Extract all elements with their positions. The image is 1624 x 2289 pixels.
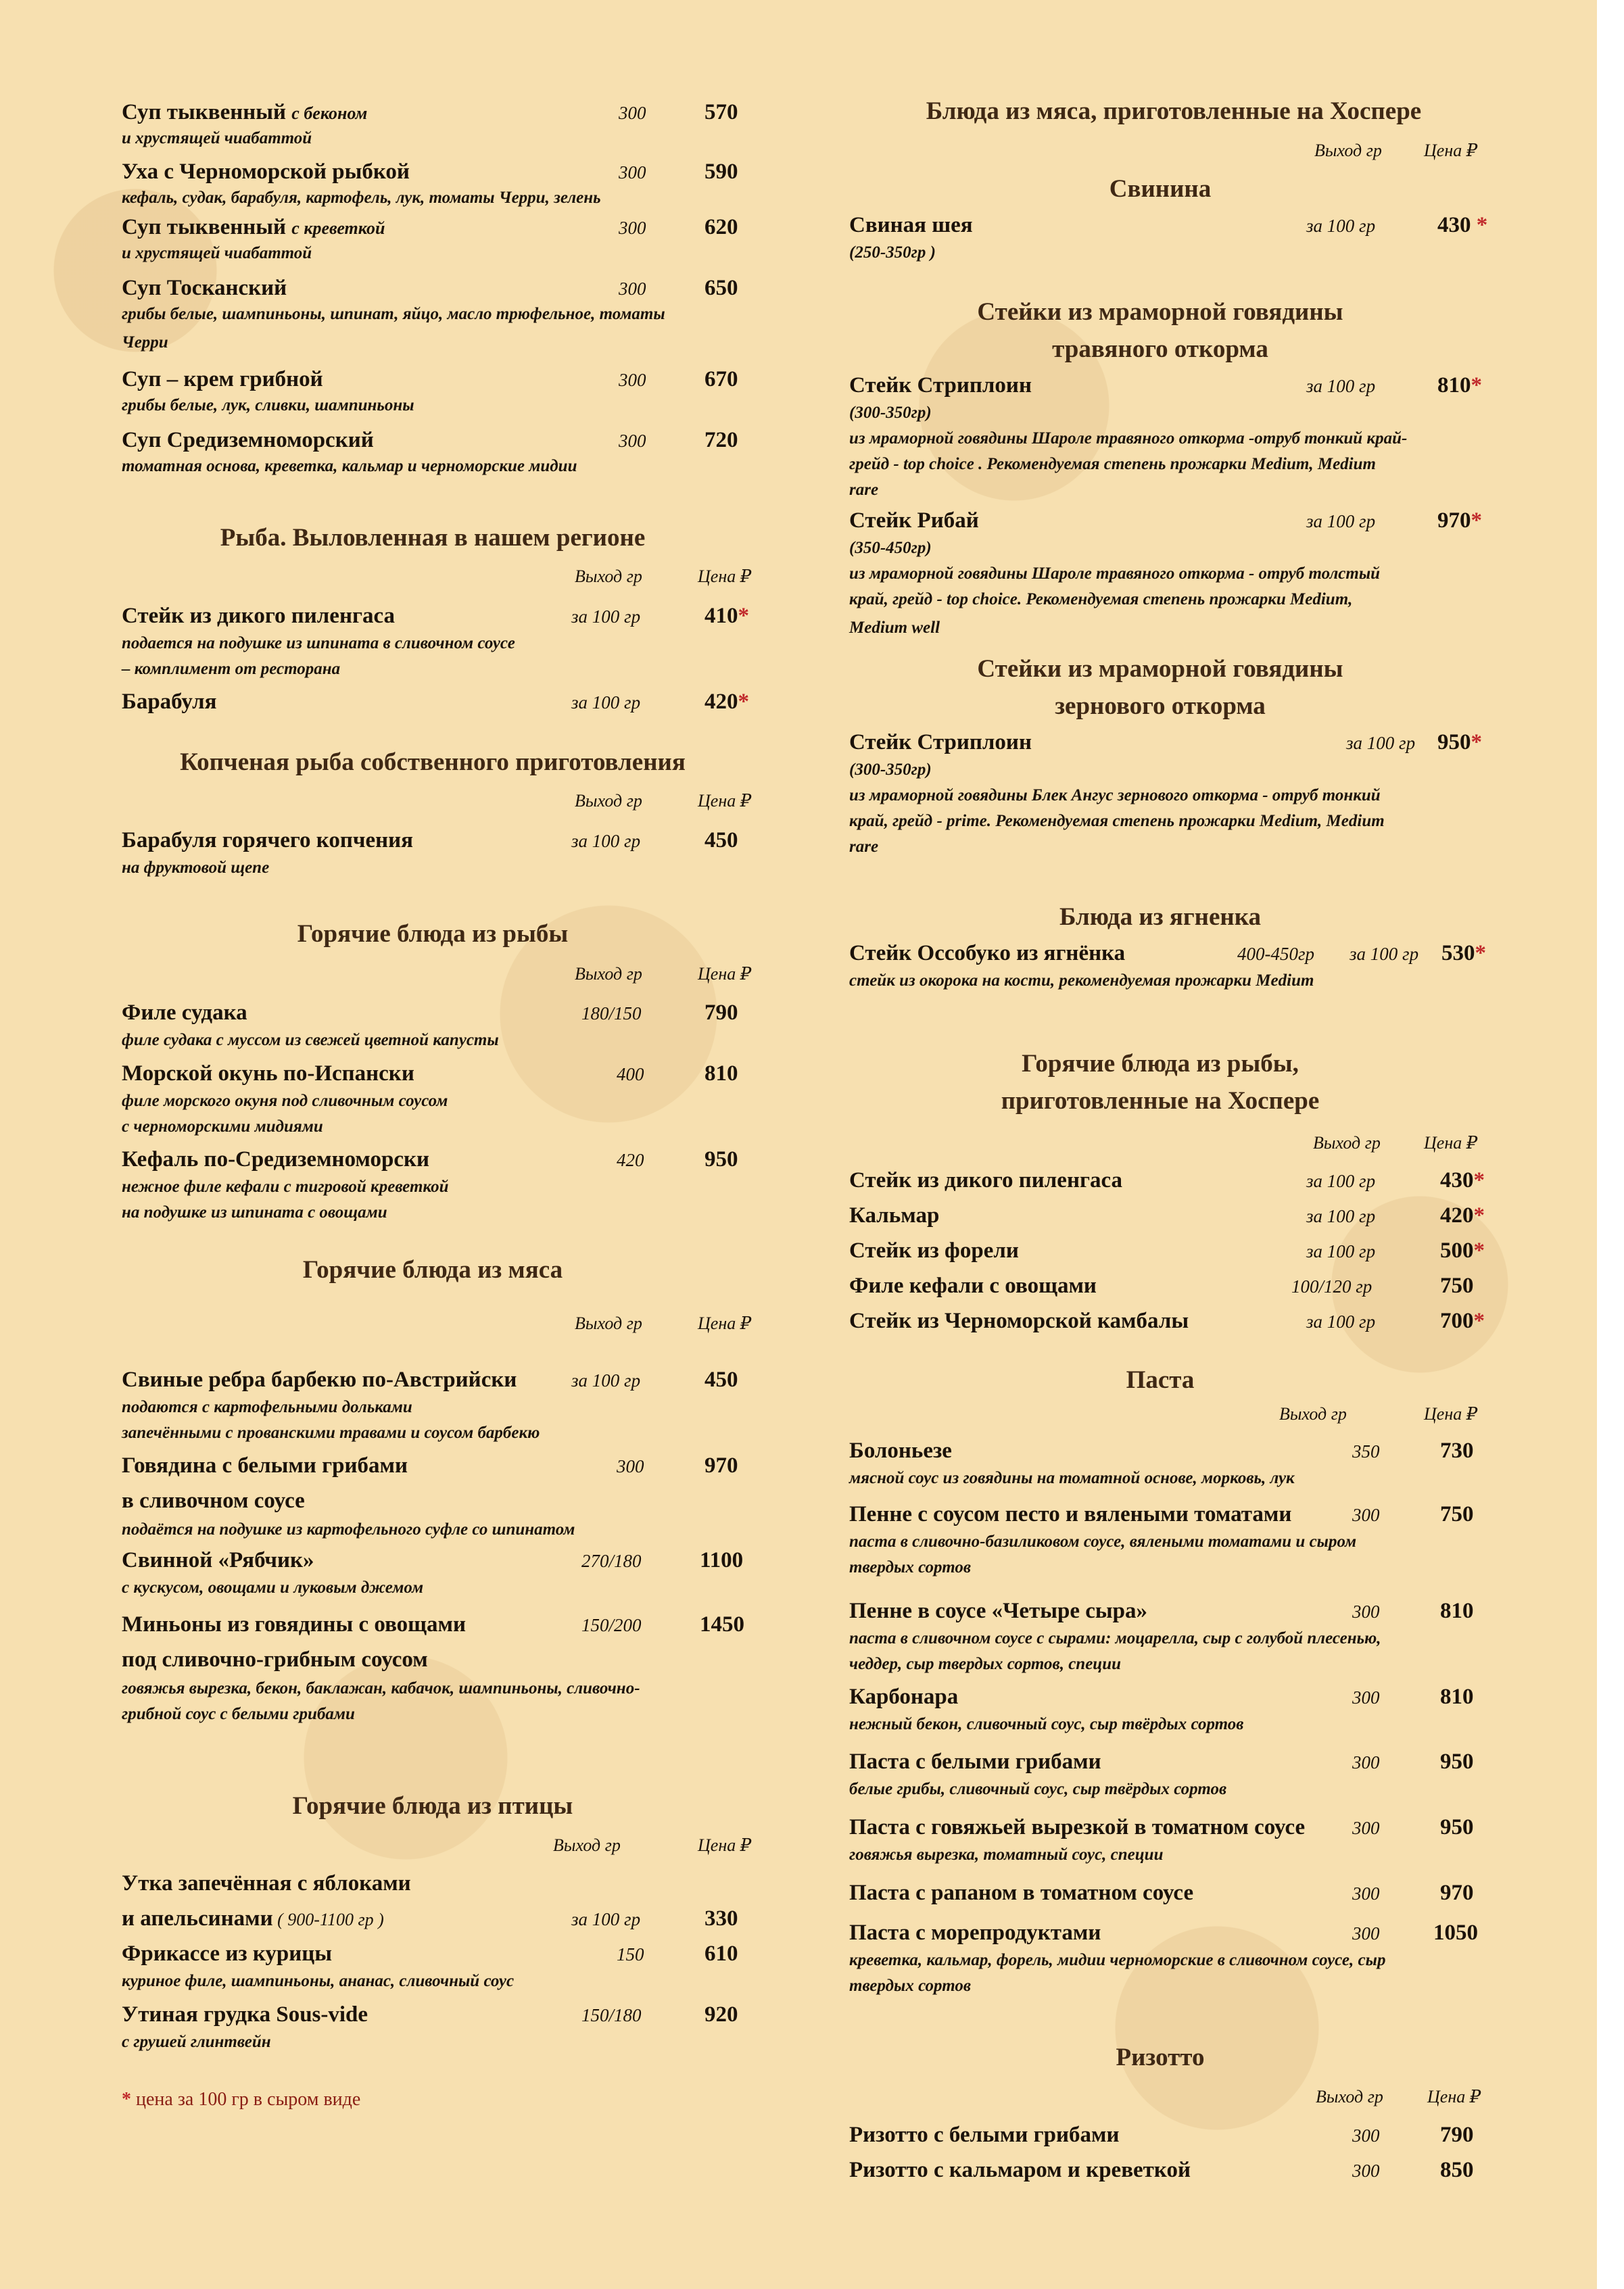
item-description: белые грибы, сливочный соус, сыр твёрдых сортов (849, 1780, 1227, 1798)
item-weight: 100/120 гр (1291, 1276, 1372, 1297)
section-subtitle-grass-fed: травяного откорма (1052, 335, 1268, 363)
item-name: Пенне в соусе «Четыре сыра» (849, 1599, 1147, 1623)
column-header-price: Цена ₽ (1424, 1133, 1478, 1153)
item-name: Паста с рапаном в томатном соусе (849, 1881, 1194, 1905)
item-description: rare (849, 481, 879, 499)
item-weight: 300 (1352, 2161, 1380, 2181)
section-title-hot-fish: Горячие блюда из рыбы (297, 920, 569, 948)
price-asterisk: * (1473, 1238, 1485, 1263)
item-price: 950 (1440, 1815, 1474, 1839)
item-price: 700 (1440, 1309, 1474, 1333)
item-price: 720 (704, 428, 738, 452)
section-subtitle-hosper-fish: приготовленные на Хоспере (1001, 1087, 1320, 1115)
section-title-poultry: Горячие блюда из птицы (292, 1792, 573, 1820)
item-description: на подушке из шпината с овощами (122, 1203, 387, 1222)
item-price: 730 (1440, 1439, 1474, 1463)
item-weight: 270/180 (581, 1551, 642, 1571)
item-description: грейд - top choice . Рекомендуемая степень прожарки Medium, Medium (849, 455, 1376, 473)
price-asterisk: * (1471, 508, 1482, 533)
item-weight: за 100 гр (571, 606, 641, 627)
item-weight: 300 (1352, 1923, 1380, 1944)
item-price: 610 (704, 1942, 738, 1966)
item-name: Барабуля горячего копчения (122, 828, 413, 852)
item-weight: 300 (1352, 1601, 1380, 1622)
price-asterisk: * (1473, 1309, 1485, 1333)
item-name: Ризотто с белыми грибами (849, 2123, 1120, 2147)
section-title-risotto: Ризотто (1116, 2044, 1205, 2071)
item-price: 430 (1440, 1168, 1474, 1192)
item-description: (300-350гр) (849, 761, 932, 779)
section-title-grass-fed: Стейки из мраморной говядины (977, 298, 1343, 326)
item-weight: 300 (617, 1456, 644, 1476)
item-weight: 150/180 (581, 2005, 642, 2025)
column-header-weight: Выход гр (1316, 2087, 1383, 2106)
footnote (122, 2089, 360, 2111)
item-description: и хрустящей чиабаттой (122, 129, 312, 147)
item-name: Утка запечённая с яблоками (122, 1871, 411, 1896)
item-name: Уха с Черноморской рыбкой (122, 160, 410, 184)
item-name: Барабуля (122, 690, 217, 714)
item-description: край, грейд - prime. Рекомендуемая степень прожарки Medium, Medium (849, 812, 1385, 830)
item-price: 1100 (700, 1548, 744, 1572)
item-name: Стейк Стриплоин (849, 730, 1032, 754)
item-weight: 420 (617, 1150, 644, 1170)
item-price: 810 (704, 1061, 738, 1086)
item-price: 790 (1440, 2123, 1474, 2147)
item-weight: за 100 гр (571, 1909, 641, 1929)
section-title-lamb: Блюда из ягненка (1059, 903, 1261, 931)
item-name: Стейк Стриплоин (849, 373, 1032, 397)
price-asterisk: * (1476, 213, 1488, 237)
item-name: Стейк из дикого пиленгаса (849, 1168, 1122, 1192)
item-price: 950 (1440, 1750, 1474, 1774)
item-name: Болоньезе (849, 1439, 952, 1463)
section-title-hosper-meat: Блюда из мяса, приготовленные на Хоспере (926, 97, 1422, 125)
item-weight: 300 (619, 218, 646, 238)
item-price: 850 (1440, 2158, 1474, 2182)
item-description: кефаль, судак, барабуля, картофель, лук, томаты Черри, зелень (122, 189, 601, 207)
section-title-grain-fed: Стейки из мраморной говядины (977, 655, 1343, 683)
section-title-pork: Свинина (1109, 175, 1212, 203)
item-description: нежный бекон, сливочный соус, сыр твёрдых сортов (849, 1715, 1244, 1733)
item-weight: 300 (619, 103, 646, 123)
item-weight: за 100 гр (571, 831, 641, 851)
item-description: из мраморной говядины Блек Ангус зернового откорма - отруб тонкий (849, 786, 1381, 804)
item-name: Морской окунь по-Испански (122, 1061, 414, 1086)
item-weight: 150 (617, 1944, 644, 1965)
item-description: Черри (122, 333, 168, 352)
item-description: грибы белые, шампиньоны, шпинат, яйцо, масло трюфельное, томаты (122, 305, 665, 323)
item-description: и хрустящей чиабаттой (122, 244, 312, 262)
item-description: твердых сортов (849, 1558, 972, 1576)
column-header-weight: Выход гр (1313, 1133, 1381, 1153)
item-price: 650 (704, 276, 738, 300)
item-description: говяжья вырезка, бекон, баклажан, кабачок, шампиньоны, сливочно- (122, 1679, 640, 1697)
item-name: Пенне с соусом песто и вялеными томатами (849, 1502, 1292, 1526)
item-weight: за 100 гр (1306, 1206, 1376, 1226)
item-name: Паста с белыми грибами (849, 1750, 1101, 1774)
column-header-price: Цена ₽ (1427, 2087, 1481, 2106)
section-title-smoked: Копченая рыба собственного приготовления (180, 748, 686, 776)
price-asterisk: * (1475, 941, 1486, 965)
item-price: 410 (704, 604, 738, 628)
item-name-line2: в сливочном соусе (122, 1489, 305, 1513)
item-name: Фрикассе из курицы (122, 1942, 333, 1966)
item-price: 330 (704, 1906, 738, 1931)
column-header-weight: Выход гр (575, 567, 642, 586)
item-name: Утиная грудка Sous-vide (122, 2002, 368, 2027)
item-description: чеддер, сыр твердых сортов, специи (849, 1655, 1122, 1673)
item-weight: за 100 гр (1350, 944, 1419, 964)
item-price: 920 (704, 2002, 738, 2027)
item-weight: 350 (1352, 1441, 1380, 1462)
item-weight: за 100 гр (1306, 1241, 1376, 1261)
item-price: 810 (1440, 1599, 1474, 1623)
item-description: паста в сливочно-базиликовом соусе, вялеными томатами и сыром (849, 1533, 1357, 1551)
column-header-price: Цена ₽ (1424, 1404, 1478, 1424)
item-weight: за 100 гр (571, 1370, 641, 1391)
page-edge (1597, 0, 1624, 2289)
item-description: грибы белые, лук, сливки, шампиньоны (122, 396, 414, 414)
item-description: с кускусом, овощами и луковым джемом (122, 1579, 424, 1597)
item-weight: за 100 гр (571, 692, 641, 713)
column-header-weight: Выход гр (575, 1314, 642, 1333)
item-name: Ризотто с кальмаром и креветкой (849, 2158, 1191, 2182)
item-price: 670 (704, 367, 738, 391)
item-weight: 180/150 (581, 1003, 642, 1023)
item-weight: 300 (1352, 1505, 1380, 1525)
item-price: 420 (1440, 1203, 1474, 1228)
price-asterisk: * (1473, 1203, 1485, 1228)
item-name: Кефаль по-Средиземноморски (122, 1147, 430, 1172)
item-price: 500 (1440, 1238, 1474, 1263)
item-weight: за 100 гр (1306, 216, 1376, 236)
item-price: 750 (1440, 1502, 1474, 1526)
column-header-price: Цена ₽ (698, 791, 752, 811)
section-subtitle-grain-fed: зернового откорма (1055, 692, 1266, 720)
item-name: Филе судака (122, 1001, 247, 1025)
item-price: 1050 (1433, 1921, 1478, 1945)
price-asterisk: * (738, 604, 749, 628)
item-price: 970 (1437, 508, 1471, 533)
item-description: стейк из окорока на кости, рекомендуемая прожарки Medium (849, 971, 1314, 990)
column-header-price: Цена ₽ (698, 1314, 752, 1333)
price-asterisk: * (1471, 373, 1482, 397)
item-weight: 300 (1352, 1687, 1380, 1708)
item-price: 970 (704, 1453, 738, 1478)
item-name: Свиная шея (849, 213, 973, 237)
item-name: Суп Средиземноморский (122, 428, 374, 452)
item-description: (350-450гр) (849, 539, 932, 557)
item-price: 790 (704, 1001, 738, 1025)
item-name: Стейк из форели (849, 1238, 1019, 1263)
item-description: грибной соус с белыми грибами (122, 1705, 355, 1723)
column-header-weight: Выход гр (553, 1835, 621, 1855)
item-description: на фруктовой щепе (122, 859, 270, 877)
item-name: Карбонара (849, 1685, 959, 1709)
item-name: Стейк из дикого пиленгаса (122, 604, 395, 628)
column-header-weight: Выход гр (575, 791, 642, 811)
item-description: паста в сливочном соусе с сырами: моцарелла, сыр с голубой плесенью, (849, 1629, 1381, 1647)
item-description: запечёнными с прованскими травами и соусом барбекю (122, 1424, 540, 1442)
section-title-hosper-fish: Горячие блюда из рыбы, (1022, 1050, 1299, 1078)
column-header-weight: Выход гр (1279, 1404, 1347, 1424)
item-name: Суп тыквенный (122, 215, 287, 239)
item-price: 570 (704, 100, 738, 124)
item-price: 1450 (700, 1612, 744, 1637)
item-description: куриное филе, шампиньоны, ананас, сливочный соус (122, 1972, 515, 1990)
item-note: с беконом (291, 103, 368, 123)
column-header-weight: Выход гр (575, 964, 642, 984)
item-name: Стейк Рибай (849, 508, 979, 533)
item-description: креветка, кальмар, форель, мидии черноморские в сливочном соусе, сыр (849, 1951, 1386, 1969)
item-description: (250-350гр ) (849, 243, 936, 262)
item-description: край, грейд - top choice. Рекомендуемая степень прожарки Medium, (849, 590, 1353, 608)
item-weight: за 100 гр (1306, 511, 1376, 531)
section-title-fish-region: Рыба. Выловленная в нашем регионе (220, 524, 646, 552)
item-weight: за 100 гр (1346, 733, 1416, 753)
item-weight: 300 (619, 370, 646, 390)
item-weight: за 100 гр (1306, 376, 1376, 396)
item-name: Паста с говяжьей вырезкой в томатном соусе (849, 1815, 1306, 1839)
item-name: Суп Тосканский (122, 276, 287, 300)
item-weight: 300 (619, 431, 646, 451)
item-description: с черноморскими мидиями (122, 1117, 323, 1136)
item-price: 950 (704, 1147, 738, 1172)
item-price: 430 (1437, 213, 1471, 237)
item-description: говяжья вырезка, томатный соус, специи (849, 1846, 1164, 1864)
item-weight: 300 (1352, 2125, 1380, 2146)
item-price: 530 (1441, 941, 1475, 965)
column-header-price: Цена ₽ (1424, 141, 1478, 160)
item-name-line2: под сливочно-грибным соусом (122, 1647, 428, 1672)
item-note: с креветкой (291, 218, 385, 238)
item-price: 970 (1440, 1881, 1474, 1905)
item-description: с грушей глинтвейн (122, 2033, 271, 2051)
item-weight: за 100 гр (1306, 1311, 1376, 1332)
item-price: 420 (704, 690, 738, 714)
column-header-price: Цена ₽ (698, 1835, 752, 1855)
item-name-line2: и апельсинами (122, 1906, 273, 1931)
item-price: 450 (704, 828, 738, 852)
item-description: подаётся на подушке из картофельного суфле со шпинатом (122, 1520, 575, 1539)
section-title-hot-meat: Горячие блюда из мяса (302, 1256, 563, 1284)
item-price: 450 (704, 1368, 738, 1392)
item-name: Суп тыквенный (122, 100, 287, 124)
footnote-text: цена за 100 гр в сыром виде (131, 2089, 361, 2110)
item-description: (300-350гр) (849, 404, 932, 422)
item-weight-range: 400-450гр (1237, 944, 1315, 964)
item-name: Стейк из Черноморской камбалы (849, 1309, 1189, 1333)
item-name: Филе кефали с овощами (849, 1274, 1097, 1298)
item-weight: 300 (1352, 1883, 1380, 1904)
item-price: 750 (1440, 1274, 1474, 1298)
item-weight: 300 (619, 162, 646, 183)
item-description: твердых сортов (849, 1977, 972, 1995)
column-header-price: Цена ₽ (698, 567, 752, 586)
item-description: мясной соус из говядины на томатной основе, морковь, лук (849, 1469, 1295, 1487)
item-weight: 150/200 (581, 1615, 642, 1635)
footnote-asterisk: * (122, 2089, 131, 2110)
item-description: нежное филе кефали с тигровой креветкой (122, 1178, 449, 1196)
item-weight: 400 (617, 1064, 644, 1084)
item-description: томатная основа, креветка, кальмар и черноморские мидии (122, 457, 577, 475)
item-description: подаются с картофельными дольками (122, 1398, 412, 1416)
item-price: 590 (704, 160, 738, 184)
item-weight: за 100 гр (1306, 1171, 1376, 1191)
item-name: Свинной «Рябчик» (122, 1548, 314, 1572)
item-name: Свиные ребра барбекю по-Австрийски (122, 1368, 517, 1392)
item-price: 810 (1437, 373, 1471, 397)
item-name: Паста с морепродуктами (849, 1921, 1101, 1945)
price-asterisk: * (1471, 730, 1482, 754)
item-description: rare (849, 838, 879, 856)
section-title-pasta: Паста (1126, 1366, 1195, 1394)
item-description: подается на подушке из шпината в сливочном соусе (122, 634, 515, 652)
column-header-price: Цена ₽ (698, 964, 752, 984)
item-weight: 300 (1352, 1752, 1380, 1773)
item-price: 810 (1440, 1685, 1474, 1709)
item-description: – комплимент от ресторана (122, 660, 341, 678)
item-name: Стейк Оссобуко из ягнёнка (849, 941, 1126, 965)
item-description: Medium well (849, 619, 940, 637)
column-header-weight: Выход гр (1314, 141, 1382, 160)
item-price: 950 (1437, 730, 1471, 754)
item-description: филе судака с муссом из свежей цветной капусты (122, 1031, 499, 1049)
price-asterisk: * (1473, 1168, 1485, 1192)
item-weight: 300 (1352, 1818, 1380, 1838)
price-asterisk: * (738, 690, 749, 714)
item-price: 620 (704, 215, 738, 239)
item-note: ( 900-1100 гр ) (272, 1910, 384, 1929)
item-name: Миньоны из говядины с овощами (122, 1612, 467, 1637)
item-description: из мраморной говядины Шароле травяного откорма - отруб толстый (849, 564, 1381, 583)
item-weight: 300 (619, 279, 646, 299)
item-name: Суп – крем грибной (122, 367, 323, 391)
item-description: филе морского окуня под сливочным соусом (122, 1092, 448, 1110)
item-name: Кальмар (849, 1203, 940, 1228)
item-name: Говядина с белыми грибами (122, 1453, 408, 1478)
item-description: из мраморной говядины Шароле травяного откорма -отруб тонкий край- (849, 429, 1408, 448)
